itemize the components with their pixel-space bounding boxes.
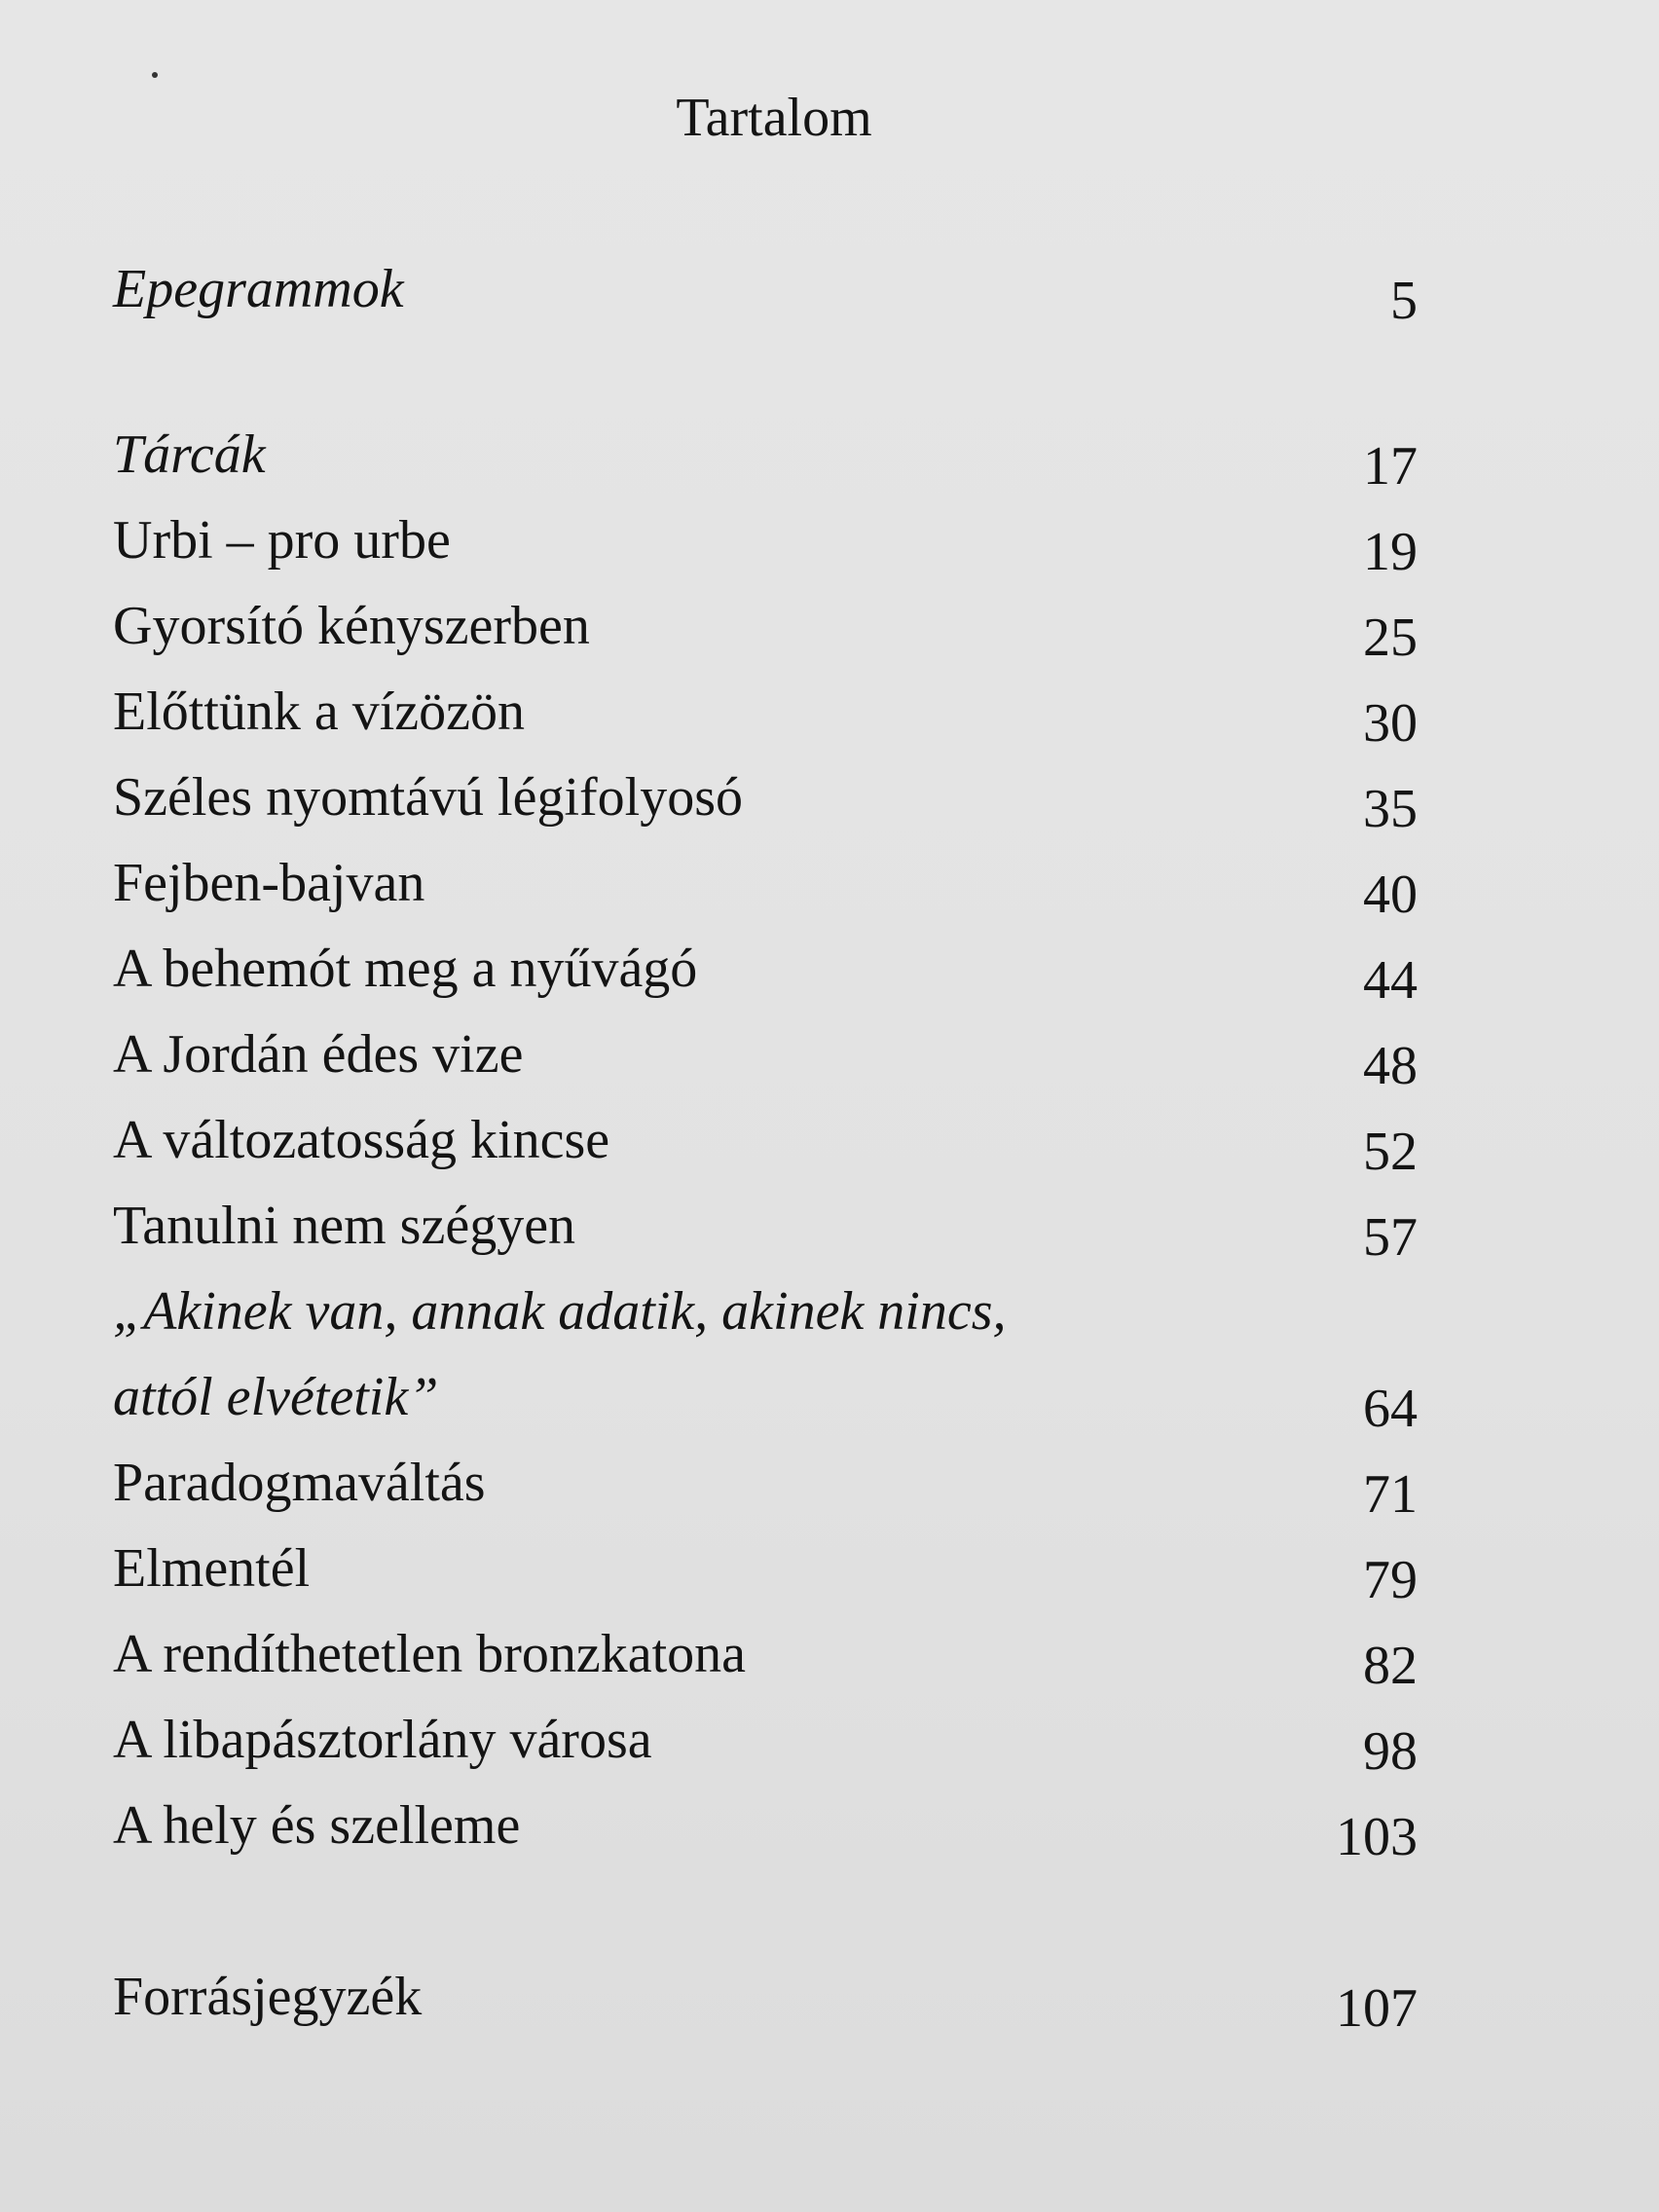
toc-entry <box>113 1963 1418 2048</box>
toc-entry-title: Gyorsító kényszerben <box>113 596 590 656</box>
toc-entry-page-number: 48 <box>1363 1036 1418 1096</box>
toc-entry-page-number: 40 <box>1363 865 1418 925</box>
toc-entry <box>113 592 1418 678</box>
toc-entry-title: A behemót meg a nyűvágó <box>113 939 698 999</box>
toc-entry-title: Széles nyomtávú légifolyosó <box>113 767 744 828</box>
toc-entry <box>113 935 1418 1020</box>
toc-entry-title: Elmentél <box>113 1538 311 1599</box>
toc-entry-title: Tanulni nem szégyen <box>113 1196 576 1256</box>
toc-entry <box>113 255 1418 341</box>
toc-entry-page-number: 103 <box>1336 1807 1418 1867</box>
toc-entry-page-number: 30 <box>1363 693 1418 754</box>
toc-entry <box>113 1791 1418 1877</box>
toc-entry <box>113 1106 1418 1192</box>
toc-entry <box>113 1192 1418 1277</box>
toc-entry <box>113 506 1418 592</box>
toc-entry-page-number: 5 <box>1390 271 1418 331</box>
toc-entry <box>113 1449 1418 1534</box>
toc-entry <box>113 678 1418 763</box>
toc-entry-title: Tárcák <box>113 424 266 485</box>
toc-entry-title: A Jordán édes vize <box>113 1024 524 1085</box>
toc-entry-page-number: 25 <box>1363 608 1418 668</box>
toc-entry-title: Forrásjegyzék <box>113 1967 423 2027</box>
toc-entry <box>113 763 1418 849</box>
toc-entry-page-number: 17 <box>1363 436 1418 497</box>
toc-entry-page-number: 44 <box>1363 950 1418 1011</box>
toc-entry-page-number: 35 <box>1363 779 1418 839</box>
toc-entry-page-number: 19 <box>1363 522 1418 582</box>
toc-entry <box>113 1277 1418 1363</box>
toc-entry-title: Urbi – pro urbe <box>113 510 451 571</box>
toc-entry <box>113 1534 1418 1620</box>
toc-entry-page-number: 82 <box>1363 1636 1418 1696</box>
toc-entry-page-number: 98 <box>1363 1721 1418 1782</box>
toc-entry-title: Paradogmaváltás <box>113 1453 486 1513</box>
speck <box>152 72 158 78</box>
toc-entry <box>113 1363 1418 1449</box>
toc-entry-page-number: 52 <box>1363 1122 1418 1182</box>
toc-entry <box>113 1020 1418 1106</box>
toc-entry-page-number: 57 <box>1363 1207 1418 1268</box>
page-title: Tartalom <box>676 88 872 148</box>
toc-entry-page-number: 107 <box>1336 1978 1418 2039</box>
toc-entry <box>113 421 1418 506</box>
toc-entry-title: Előttünk a vízözön <box>113 682 526 742</box>
toc-entry-title: attól elvétetik” <box>113 1367 439 1427</box>
toc-entry-page-number: 71 <box>1363 1464 1418 1525</box>
toc-entry-title: A változatosság kincse <box>113 1110 610 1170</box>
toc-entry-title: A hely és szelleme <box>113 1795 521 1856</box>
toc-entry <box>113 1706 1418 1791</box>
toc-entry-title: Fejben-bajvan <box>113 853 425 913</box>
toc-entry-title: „Akinek van, annak adatik, akinek nincs, <box>113 1281 1007 1342</box>
toc-entry-title: Epegrammok <box>113 259 404 319</box>
toc-entry-page-number: 79 <box>1363 1550 1418 1610</box>
toc-entry-page-number: 64 <box>1363 1379 1418 1439</box>
toc-entry-title: A libapásztorlány városa <box>113 1710 652 1770</box>
toc-entry <box>113 1620 1418 1706</box>
toc-entry <box>113 849 1418 935</box>
toc-entry-title: A rendíthetetlen bronzkatona <box>113 1624 746 1684</box>
